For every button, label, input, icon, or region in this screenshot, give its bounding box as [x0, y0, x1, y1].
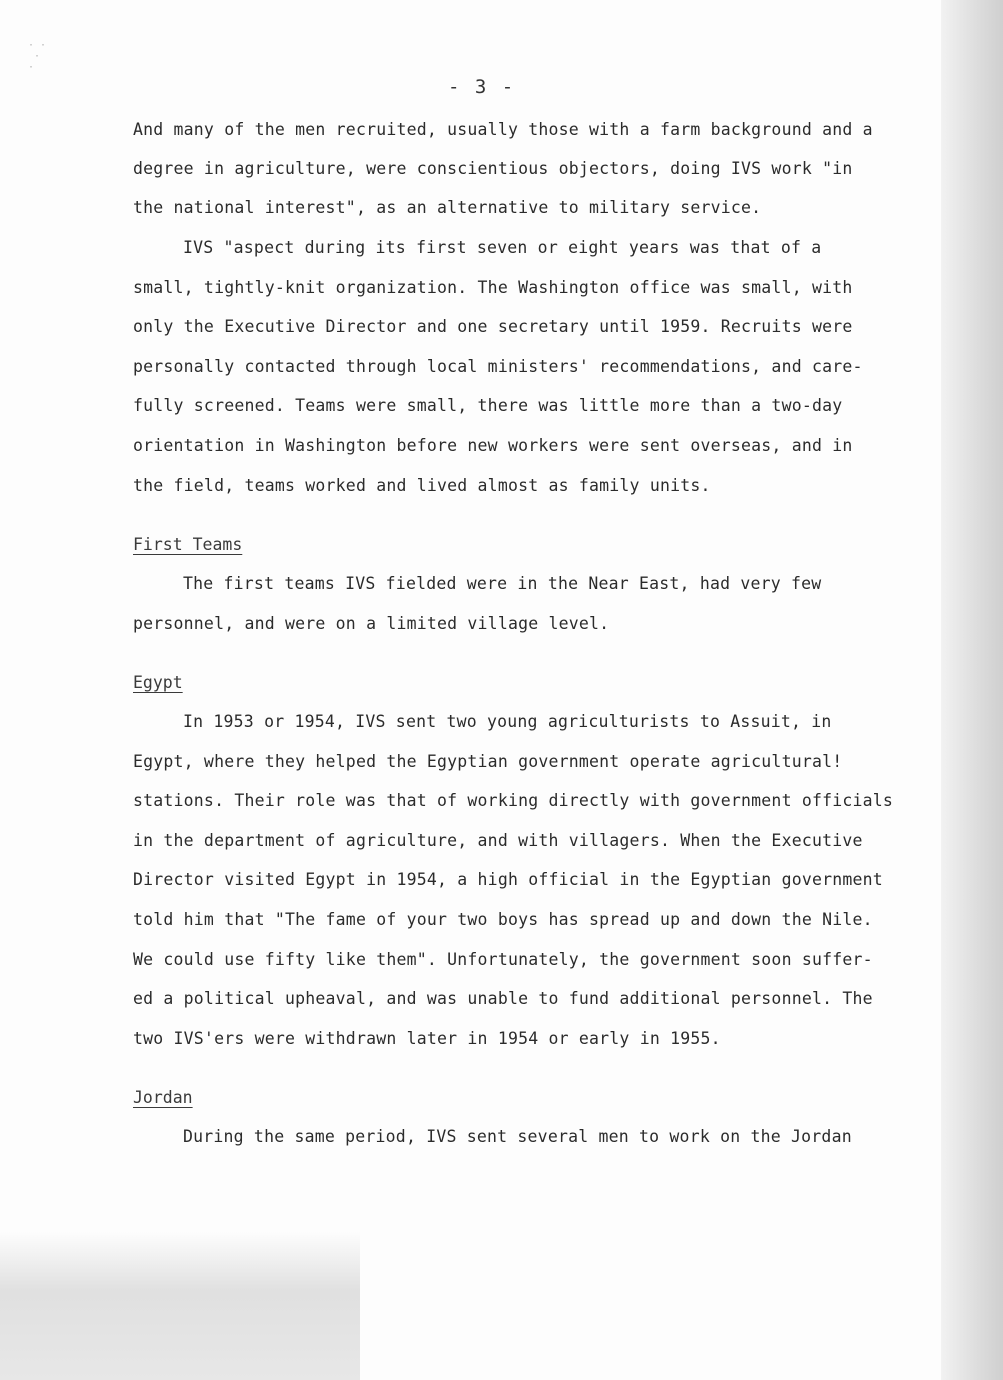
text-line: fully screened. Teams were small, there was little more than a two-day [133, 396, 843, 415]
text-line: The first teams IVS fielded were in the Near East, had very few [183, 574, 822, 593]
text-line: During the same period, IVS sent several men to work on the Jordan [183, 1127, 852, 1146]
section-heading-first-teams: First Teams [133, 535, 243, 554]
text-line: only the Executive Director and one secretary until 1959. Recruits were [133, 317, 853, 336]
text-line: personally contacted through local ministers' recommendations, and care- [133, 357, 863, 376]
scan-smudge [0, 1232, 360, 1380]
text-line: the national interest", as an alternative to military service. [133, 198, 762, 217]
text-line: IVS "aspect during its first seven or eight years was that of a [183, 238, 822, 257]
text-line: In 1953 or 1954, IVS sent two young agriculturists to Assuit, in [183, 712, 832, 731]
text-line: Director visited Egypt in 1954, a high official in the Egyptian government [133, 870, 883, 889]
text-line: told him that "The fame of your two boys has spread up and down the Nile. [133, 910, 873, 929]
text-line: two IVS'ers were withdrawn later in 1954 or early in 1955. [133, 1029, 721, 1048]
text-line: And many of the men recruited, usually those with a farm background and a [133, 120, 873, 139]
text-line: ed a political upheaval, and was unable to fund additional personnel. The [133, 989, 873, 1008]
section-heading-egypt: Egypt [133, 673, 183, 692]
text-line: the field, teams worked and lived almost as family units. [133, 476, 711, 495]
text-line: orientation in Washington before new workers were sent overseas, and in [133, 436, 853, 455]
text-line: stations. Their role was that of working directly with government officials [133, 791, 894, 810]
scan-edge-shadow [941, 0, 1003, 1380]
text-line: in the department of agriculture, and with villagers. When the Executive [133, 831, 863, 850]
text-line: degree in agriculture, were conscientious objectors, doing IVS work "in [133, 159, 853, 178]
text-line: personnel, and were on a limited village level. [133, 614, 610, 633]
text-line: small, tightly-knit organization. The Washington office was small, with [133, 278, 853, 297]
text-line: Egypt, where they helped the Egyptian government operate agricultural! [133, 752, 843, 771]
section-heading-jordan: Jordan [133, 1088, 193, 1107]
page-number: - 3 - [448, 76, 516, 98]
text-line: We could use fifty like them". Unfortunately, the government soon suffer- [133, 950, 873, 969]
punch-mark-icon: · · · · [28, 40, 47, 73]
